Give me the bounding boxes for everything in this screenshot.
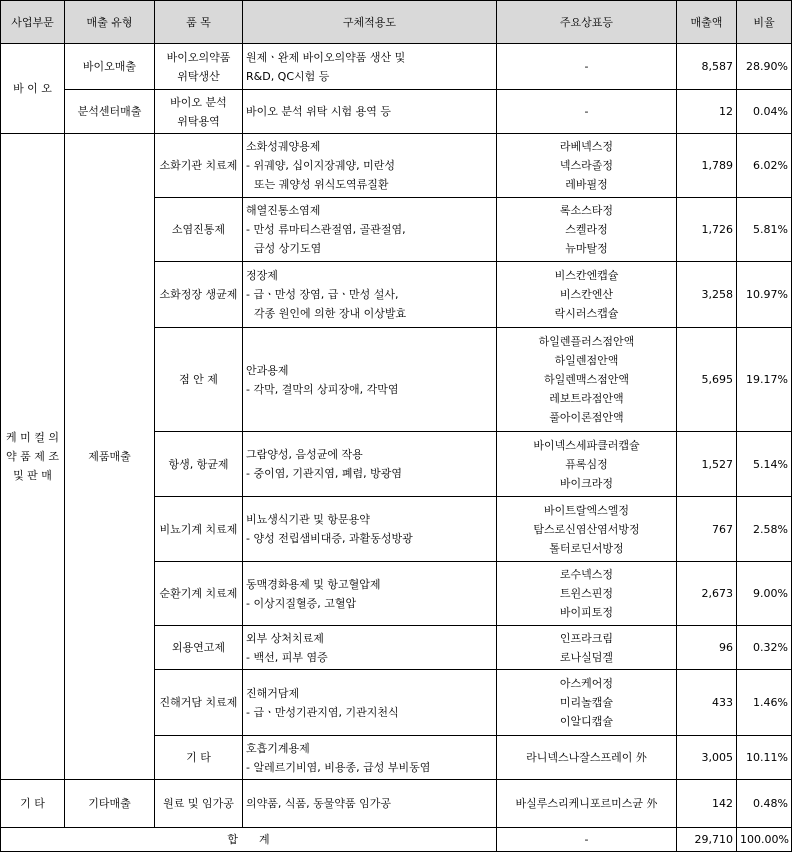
use-line: 그람양성, 음성균에 작용 <box>246 448 363 461</box>
ratio-cell: 0.48% <box>737 780 792 828</box>
ratio-cell: 1.46% <box>737 670 792 736</box>
amount-cell: 2,673 <box>677 562 737 626</box>
table-row <box>1 90 792 134</box>
item-cell: 진해거담 치료제 <box>155 670 243 736</box>
brand-line: 바이크라정 <box>559 476 614 490</box>
use-cell <box>243 262 497 328</box>
amount-cell: 8,587 <box>677 44 737 90</box>
brand-line: 톨터로딘서방정 <box>549 541 624 555</box>
amount-cell: 96 <box>677 626 737 670</box>
brands-cell <box>497 432 677 497</box>
brand-line: 하일렌플러스점안액 <box>538 335 635 348</box>
brand-line: 바이피토정 <box>559 606 614 619</box>
amount-cell: 1,789 <box>677 134 737 198</box>
brands-cell <box>497 328 677 432</box>
item-cell: 외용연고제 <box>155 626 243 670</box>
use-line: - 각막, 결막의 상피장애, 각막염 <box>246 382 399 396</box>
total-row <box>1 828 792 852</box>
use-line: 진해거담제 <box>246 686 300 700</box>
brand-line: 인프라크림 <box>559 631 614 645</box>
brands-cell <box>497 90 677 134</box>
brand-line: - <box>584 60 589 73</box>
use-line: 호흡기계용제 <box>246 741 310 755</box>
brands-cell <box>497 626 677 670</box>
ratio-cell: 10.11% <box>737 736 792 780</box>
use-line: - 백선, 피부 염증 <box>246 650 328 664</box>
amount-cell: 12 <box>677 90 737 134</box>
brand-line: 스켈라정 <box>565 223 608 236</box>
item-cell: 소화정장 생균제 <box>155 262 243 328</box>
brand-line: 레보트라점안액 <box>549 392 624 405</box>
use-cell <box>243 90 497 134</box>
ratio-cell: 0.32% <box>737 626 792 670</box>
item-cell: 원료 및 임가공 <box>155 780 243 828</box>
use-cell <box>243 44 497 90</box>
brand-line: 퓨록심정 <box>565 457 608 471</box>
brands-cell <box>497 780 677 828</box>
ratio-cell: 6.02% <box>737 134 792 198</box>
use-cell <box>243 736 497 780</box>
use-cell <box>243 562 497 626</box>
amount-cell: 142 <box>677 780 737 828</box>
header-brands: 주요상표등 <box>497 1 677 44</box>
table-row <box>1 44 792 90</box>
header-sales-type: 매출 유형 <box>65 1 155 44</box>
brand-line: 레바필정 <box>565 178 608 191</box>
division-etc: 기 타 <box>1 780 65 828</box>
item-cell: 비뇨기계 치료제 <box>155 497 243 562</box>
ratio-cell: 2.58% <box>737 497 792 562</box>
brand-line: 로수넥스정 <box>559 568 614 581</box>
item-cell: 순환기계 치료제 <box>155 562 243 626</box>
use-line: - 알레르기비염, 비용종, 급성 부비동염 <box>246 760 431 774</box>
use-line: - 양성 전립샘비대증, 과활동성방광 <box>246 532 413 545</box>
ratio-cell: 19.17% <box>737 328 792 432</box>
brands-cell <box>497 44 677 90</box>
use-cell <box>243 328 497 432</box>
brand-line: 뉴마탈정 <box>565 242 608 255</box>
total-brands: - <box>497 828 677 852</box>
brand-line: 로나실덤겔 <box>559 650 614 664</box>
total-amount: 29,710 <box>677 828 737 852</box>
use-line: 안과용제 <box>246 363 289 377</box>
use-line: 바이오 분석 위탁 시험 용역 등 <box>246 105 391 118</box>
use-line: - 급ㆍ만성 장염, 급ㆍ만성 설사, <box>246 288 399 301</box>
brand-line: 탐스로신염산염서방정 <box>533 522 640 536</box>
header-use: 구체적용도 <box>243 1 497 44</box>
header-ratio: 비율 <box>737 1 792 44</box>
use-line: 소화성궤양용제 <box>246 140 321 153</box>
brand-line: 바이트랄엑스엘정 <box>543 503 629 517</box>
total-ratio: 100.00% <box>737 828 792 852</box>
brand-line: - <box>584 105 589 118</box>
division-bio: 바 이 오 <box>1 44 65 134</box>
brand-line: 하일렌점안액 <box>554 354 619 367</box>
sales-type-cell: 기타매출 <box>65 780 155 828</box>
amount-cell: 3,005 <box>677 736 737 780</box>
brands-cell <box>497 562 677 626</box>
amount-cell: 767 <box>677 497 737 562</box>
brand-line: 아스케어정 <box>559 677 614 690</box>
use-line: 동맥경화용제 및 항고혈압제 <box>246 577 381 591</box>
ratio-cell: 0.04% <box>737 90 792 134</box>
use-cell <box>243 670 497 736</box>
header-division: 사업부문 <box>1 1 65 44</box>
brand-line: 비스칸엔캡슐 <box>554 269 619 282</box>
brands-cell <box>497 497 677 562</box>
use-line: R&D, QC시험 등 <box>246 69 330 83</box>
brand-line: 바실루스리케니포르미스균 外 <box>515 797 658 810</box>
header-item: 품 목 <box>155 1 243 44</box>
header-amount: 매출액 <box>677 1 737 44</box>
amount-cell: 3,258 <box>677 262 737 328</box>
brand-line: 라니넥스나잘스프레이 外 <box>526 751 647 764</box>
use-line: 의약품, 식품, 동물약품 임가공 <box>246 797 391 810</box>
brand-line: 비스칸엔산 <box>559 288 614 301</box>
ratio-cell: 28.90% <box>737 44 792 90</box>
ratio-cell: 5.14% <box>737 432 792 497</box>
brands-cell <box>497 262 677 328</box>
brand-line: 하일렌맥스점안액 <box>543 373 629 386</box>
division-chem: 케 미 컬 의 약 품 제 조 및 판 매 <box>1 134 65 780</box>
amount-cell: 5,695 <box>677 328 737 432</box>
use-line: 원제ㆍ완제 바이오의약품 생산 및 <box>246 50 406 64</box>
sales-type-cell: 분석센터매출 <box>65 90 155 134</box>
brands-cell <box>497 134 677 198</box>
amount-cell: 433 <box>677 670 737 736</box>
brand-line: 트윈스핀정 <box>559 587 614 600</box>
use-line: - 위궤양, 십이지장궤양, 미란성 <box>246 159 395 172</box>
table-row <box>1 134 792 198</box>
item-cell: 점 안 제 <box>155 328 243 432</box>
table-row <box>1 780 792 828</box>
use-line: 각종 원인에 의한 장내 이상발효 <box>254 307 407 320</box>
brand-line: 미리놀캡슐 <box>559 696 614 709</box>
brand-line: 이알디캡슐 <box>559 715 614 728</box>
item-cell: 항생, 항균제 <box>155 432 243 497</box>
sales-type-cell: 바이오매출 <box>65 44 155 90</box>
item-cell: 소화기관 치료제 <box>155 134 243 198</box>
use-line: 해열진통소염제 <box>246 204 321 217</box>
brands-cell <box>497 198 677 262</box>
brand-line: 록소스타정 <box>559 204 614 217</box>
total-label: 합 계 <box>1 828 497 852</box>
item-cell: 소염진통제 <box>155 198 243 262</box>
use-line: 외부 상처치료제 <box>246 631 324 645</box>
ratio-cell: 9.00% <box>737 562 792 626</box>
use-line: 또는 궤양성 위식도역류질환 <box>254 178 389 191</box>
use-line: - 중이염, 기관지염, 폐렴, 방광염 <box>246 467 402 480</box>
item-cell: 바이오 분석 위탁용역 <box>155 90 243 134</box>
item-cell: 기 타 <box>155 736 243 780</box>
use-cell <box>243 134 497 198</box>
item-cell: 바이오의약품 위탁생산 <box>155 44 243 90</box>
brands-cell <box>497 736 677 780</box>
brand-line: 락시러스캡슐 <box>554 307 619 320</box>
brand-line: 바이넥스세파클러캡슐 <box>533 438 640 452</box>
brand-line: 넥스라졸정 <box>559 159 614 172</box>
ratio-cell: 5.81% <box>737 198 792 262</box>
use-cell <box>243 626 497 670</box>
use-cell <box>243 780 497 828</box>
brand-line: 라베넥스정 <box>559 140 614 153</box>
amount-cell: 1,527 <box>677 432 737 497</box>
header-row <box>1 1 792 44</box>
use-cell <box>243 497 497 562</box>
amount-cell: 1,726 <box>677 198 737 262</box>
ratio-cell: 10.97% <box>737 262 792 328</box>
brands-cell <box>497 670 677 736</box>
use-line: 정장제 <box>246 269 278 282</box>
use-cell <box>243 432 497 497</box>
use-line: - 이상지질혈증, 고혈압 <box>246 596 357 610</box>
use-cell <box>243 198 497 262</box>
sales-type-cell: 제품매출 <box>65 134 155 780</box>
use-line: 비뇨생식기관 및 항문용약 <box>246 513 370 526</box>
use-line: 급성 상기도염 <box>254 242 322 255</box>
use-line: - 급ㆍ만성기관지염, 기관지천식 <box>246 705 399 719</box>
brand-line: 풀아이론점안액 <box>549 411 624 424</box>
use-line: - 만성 류마티스관절염, 골관절염, <box>246 223 406 236</box>
